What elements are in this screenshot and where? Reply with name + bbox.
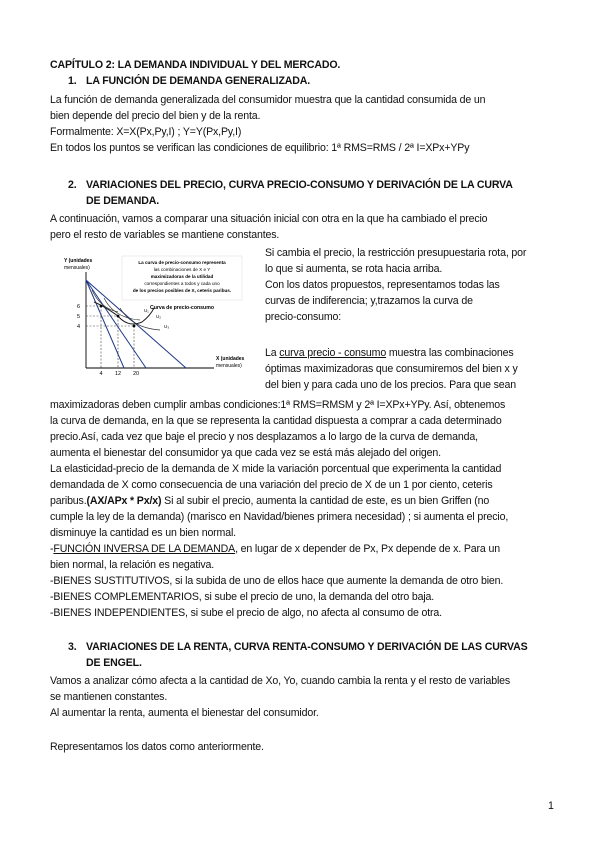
right-column-line: Si cambia el precio, la restricción presupuestaria rota, por	[265, 247, 527, 259]
y-axis-label: Y (unidades	[64, 258, 93, 264]
price-consumption-figure	[56, 250, 261, 380]
section-3-title-line2: DE ENGEL.	[86, 657, 142, 669]
inverse-suffix: , en lugar de x depender de Px, Px depende de x. Para un	[235, 543, 500, 555]
section-3-number: 3.	[68, 641, 77, 653]
y-tick-label: 5	[76, 314, 80, 320]
definition-prefix: La	[265, 347, 280, 359]
goods-item: -BIENES COMPLEMENTARIOS, si sube el precio de uno, la demanda del otro baja.	[50, 591, 435, 603]
section-1-line: La función de demanda generalizada del consumidor muestra que la cantidad consumida de un	[50, 94, 486, 106]
chapter-title: CAPÍTULO 2: LA DEMANDA INDIVIDUAL Y DEL MERCADO.	[50, 59, 341, 71]
section-1-line: bien depende del precio del bien y de la renta.	[50, 110, 261, 122]
figure-annotation-line: de los precios posibles de X, ceteris paribus.	[132, 288, 232, 293]
figure-annotation-line: maximizadoras de la utilidad	[150, 274, 214, 279]
figure-annotation-line: La curva de precio-consumo representa	[138, 260, 226, 265]
curve-tag: U₃	[164, 324, 170, 329]
elasticity-prefix: paribus.	[50, 495, 87, 507]
y-tick-label: 4	[76, 324, 80, 330]
budget-line	[86, 280, 124, 368]
figure-annotation-line: las combinaciones de X e Y	[153, 267, 211, 272]
curve-label: Curva de precio-consumo	[150, 305, 214, 311]
equilibrium-point	[117, 315, 120, 318]
inverse-prefix: -	[50, 543, 54, 555]
section-2-body: La elasticidad-precio de la demanda de X mide la variación porcentual que experimenta la cantidad	[50, 463, 502, 475]
goods-item: -BIENES SUSTITUTIVOS, si la subida de uno de ellos hace que aumente la demanda de otro bien.	[50, 575, 504, 587]
x-axis-label: X (unidades	[216, 356, 245, 362]
right-column-line: lo que si aumenta, se rota hacia arriba.	[265, 263, 443, 275]
section-2-intro: A continuación, vamos a comparar una situación inicial con otra en la que ha cambiado el precio	[50, 213, 488, 225]
section-1-formula: Formalmente: X=X(Px,Py,I) ; Y=Y(Px,Py,I)	[50, 126, 242, 138]
right-column-line: óptimas maximizadoras que consumiremos del bien x y	[265, 363, 518, 375]
section-2-title-line1: VARIACIONES DEL PRECIO, CURVA PRECIO-CONSUMO Y DERIVACIÓN DE LA CURVA	[86, 179, 513, 191]
section-1-heading	[68, 74, 310, 88]
elasticity-line	[50, 494, 489, 508]
page-number: 1	[548, 800, 554, 812]
section-1-line: En todos los puntos se verifican las condiciones de equilibrio: 1ª RMS=RMS / 2ª I=XPx+YPy	[50, 142, 470, 154]
equilibrium-point	[100, 305, 103, 308]
section-2-heading	[68, 178, 513, 192]
right-column-line: precio-consumo:	[265, 311, 342, 323]
section-2-body: la curva de demanda, en la que se representa la cantidad dispuesta a comprar a cada determinado	[50, 415, 502, 427]
right-column-line: Con los datos propuestos, representamos todas las	[265, 279, 500, 291]
x-tick-label: 12	[114, 371, 122, 377]
right-column-line: curvas de indiferencia; y,trazamos la curva de	[265, 295, 473, 307]
section-3-heading	[68, 640, 528, 654]
goods-item: -BIENES INDEPENDIENTES, si sube el precio de algo, no afecta al consumo de otra.	[50, 607, 442, 619]
curve-tag: U₂	[156, 314, 161, 319]
section-2-body: aumenta el bienestar del consumidor ya que cada vez se está más alejado del origen.	[50, 447, 441, 459]
inverse-demand-line	[50, 542, 500, 556]
section-3-line: se mantienen constantes.	[50, 691, 168, 703]
section-3-line: Al aumentar la renta, aumenta el bienestar del consumidor.	[50, 707, 319, 719]
figure-annotation-line: correspondientes a todos y cada uno	[144, 281, 220, 286]
inverse-demand-term: FUNCIÓN INVERSA DE LA DEMANDA	[53, 543, 236, 555]
inverse-demand-line2: bien normal, la relación es negativa.	[50, 559, 215, 571]
x-axis-label: mensuales)	[216, 363, 242, 369]
elasticity-suffix: Si al subir el precio, aumenta la cantidad de este, es un bien Griffen (no	[161, 495, 490, 507]
section-1-number: 1.	[68, 75, 77, 87]
price-consumption-term: curva precio - consumo	[279, 347, 387, 359]
x-tick-label: 4	[99, 371, 103, 377]
section-3-line: Vamos a analizar cómo afecta a la cantidad de Xo, Yo, cuando cambia la renta y el resto de variables	[50, 675, 511, 687]
section-2-title-line2: DE DEMANDA.	[86, 195, 160, 207]
section-2-body: demandada de X como consecuencia de una variación del precio de X de un 1 por ciento, ceteris	[50, 479, 493, 491]
section-2-body: precio.Así, cada vez que baje el precio y nos desplazamos a lo largo de la curva de demanda,	[50, 431, 478, 443]
section-3-title-line1: VARIACIONES DE LA RENTA, CURVA RENTA-CONSUMO Y DERIVACIÓN DE LAS CURVAS	[86, 641, 528, 653]
elasticity-formula: (AX/APx * Px/x)	[86, 495, 162, 507]
section-2-intro: pero el resto de variables se mantiene constantes.	[50, 229, 280, 241]
section-2-body: cumple la ley de la demanda) (marisco en Navidad/bienes primera necesidad) ; si aumenta el precio,	[50, 511, 509, 523]
section-2-number: 2.	[68, 179, 77, 191]
x-tick-label: 20	[132, 371, 140, 377]
definition-suffix: muestra las combinaciones	[386, 347, 514, 359]
section-2-body: disminuye la cantidad es un bien normal.	[50, 527, 236, 539]
curve-tag: U₁	[144, 308, 149, 313]
y-axis-label: mensuales)	[64, 265, 90, 271]
section-2-body: maximizadoras deben cumplir ambas condiciones:1ª RMS=RMSM y 2ª I=XPx+YPy. Así, obtenemos	[50, 399, 506, 411]
section-3-final: Representamos los datos como anteriormente.	[50, 741, 264, 753]
price-consumption-definition	[265, 346, 514, 360]
indifference-curve	[120, 308, 160, 330]
right-column-line: del bien y para cada uno de los precios. Para que sean	[265, 379, 517, 391]
y-tick-label: 6	[76, 304, 80, 310]
section-1-title: LA FUNCIÓN DE DEMANDA GENERALIZADA.	[86, 75, 311, 87]
equilibrium-point	[133, 325, 136, 328]
